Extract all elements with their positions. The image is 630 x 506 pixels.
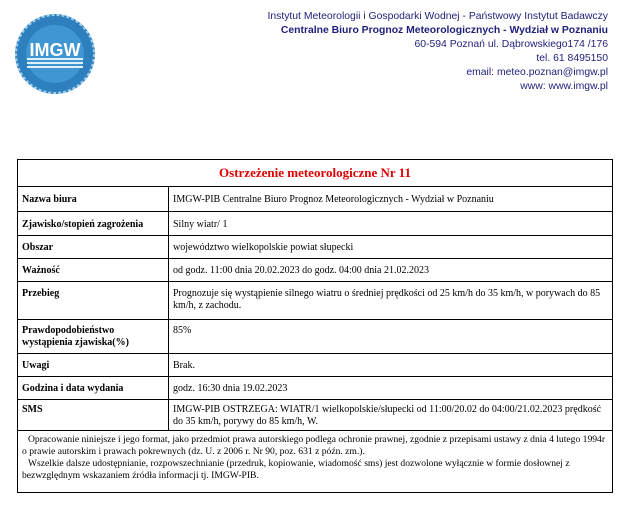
institute-header (267, 10, 608, 93)
row-value: od godz. 11:00 dnia 20.02.2023 do godz. 04:00 dnia 21.02.2023 (173, 265, 429, 276)
logo-text: IMGW (29, 40, 81, 60)
copyright-notice (18, 430, 612, 482)
table-row-phenomenon (18, 211, 612, 235)
row-label: Godzina i data wydania (22, 383, 124, 394)
row-value: województwo wielkopolskie powiat słupecki (173, 242, 354, 253)
warning-title: Ostrzeżenie meteorologiczne Nr 11 (219, 165, 411, 180)
row-value: Prognozuje się wystąpienie silnego wiatru o średniej prędkości od 25 km/h do 35 km/h, w porywach do 85 km/h, z zachodu. (173, 288, 601, 311)
row-label: Nazwa biura (22, 194, 77, 205)
imgw-logo-icon (13, 12, 97, 96)
header-phone: tel. 61 8495150 (536, 52, 608, 64)
table-row-area (18, 235, 612, 258)
header-office-name: Centralne Biuro Prognoz Meteorologicznych - Wydział w Poznaniu (280, 24, 608, 36)
table-row-issued (18, 376, 612, 399)
row-label: SMS (22, 404, 43, 415)
header-address: 60-594 Poznań ul. Dąbrowskiego174 /176 (414, 38, 608, 50)
row-label: Zjawisko/stopień zagrożenia (22, 219, 144, 230)
warning-table (17, 159, 613, 493)
table-row-office (18, 186, 612, 211)
table-row-validity (18, 258, 612, 281)
header-www: www: www.imgw.pl (520, 80, 608, 92)
row-label: Przebieg (22, 288, 60, 299)
redistribution-paragraph: Wszelkie dalsze udostępnianie, rozpowszechnianie (przedruk, kopiowanie, wiadomość sms) jest dozwolone wyłącznie w formie dosłownej z bezwzględnym wskazaniem źródła informacji tj. IMGW-PIB. (22, 458, 570, 481)
row-label: Ważność (22, 265, 60, 276)
table-row-course (18, 281, 612, 319)
row-value: Silny wiatr/ 1 (173, 219, 228, 230)
copyright-paragraph: Opracowanie niniejsze i jego format, jako przedmiot prawa autorskiego podlega ochronie prawnej, zgodnie z przepisami ustawy z dnia 4 lutego 1994r o prawie autorskim i prawach pokrewnych (dz. U. z 2006 r. Nr 90, poz. 631 z późn. zm.). (22, 434, 606, 457)
row-value: IMGW-PIB OSTRZEGA: WIATR/1 wielkopolskie/słupecki od 11:00/20.02 do 04:00/21.02.2023 prędkość do 35 km/h, porywy do 85 km/h, W. (173, 404, 602, 427)
row-label: Obszar (22, 242, 54, 253)
row-label: Uwagi (22, 360, 50, 371)
header-institute-name: Instytut Meteorologii i Gospodarki Wodnej - Państwowy Instytut Badawczy (267, 11, 608, 22)
table-row-probability (18, 319, 612, 353)
header-email: email: meteo.poznan@imgw.pl (466, 66, 608, 78)
table-row-remarks (18, 353, 612, 376)
row-value: IMGW-PIB Centralne Biuro Prognoz Meteorologicznych - Wydział w Poznaniu (173, 194, 494, 205)
row-value: Brak. (173, 360, 195, 371)
row-value: 85% (173, 325, 192, 336)
row-label: Prawdopodobieństwo wystąpienia zjawiska(%) (22, 325, 129, 348)
table-row-sms (18, 399, 612, 430)
row-value: godz. 16:30 dnia 19.02.2023 (173, 383, 288, 394)
